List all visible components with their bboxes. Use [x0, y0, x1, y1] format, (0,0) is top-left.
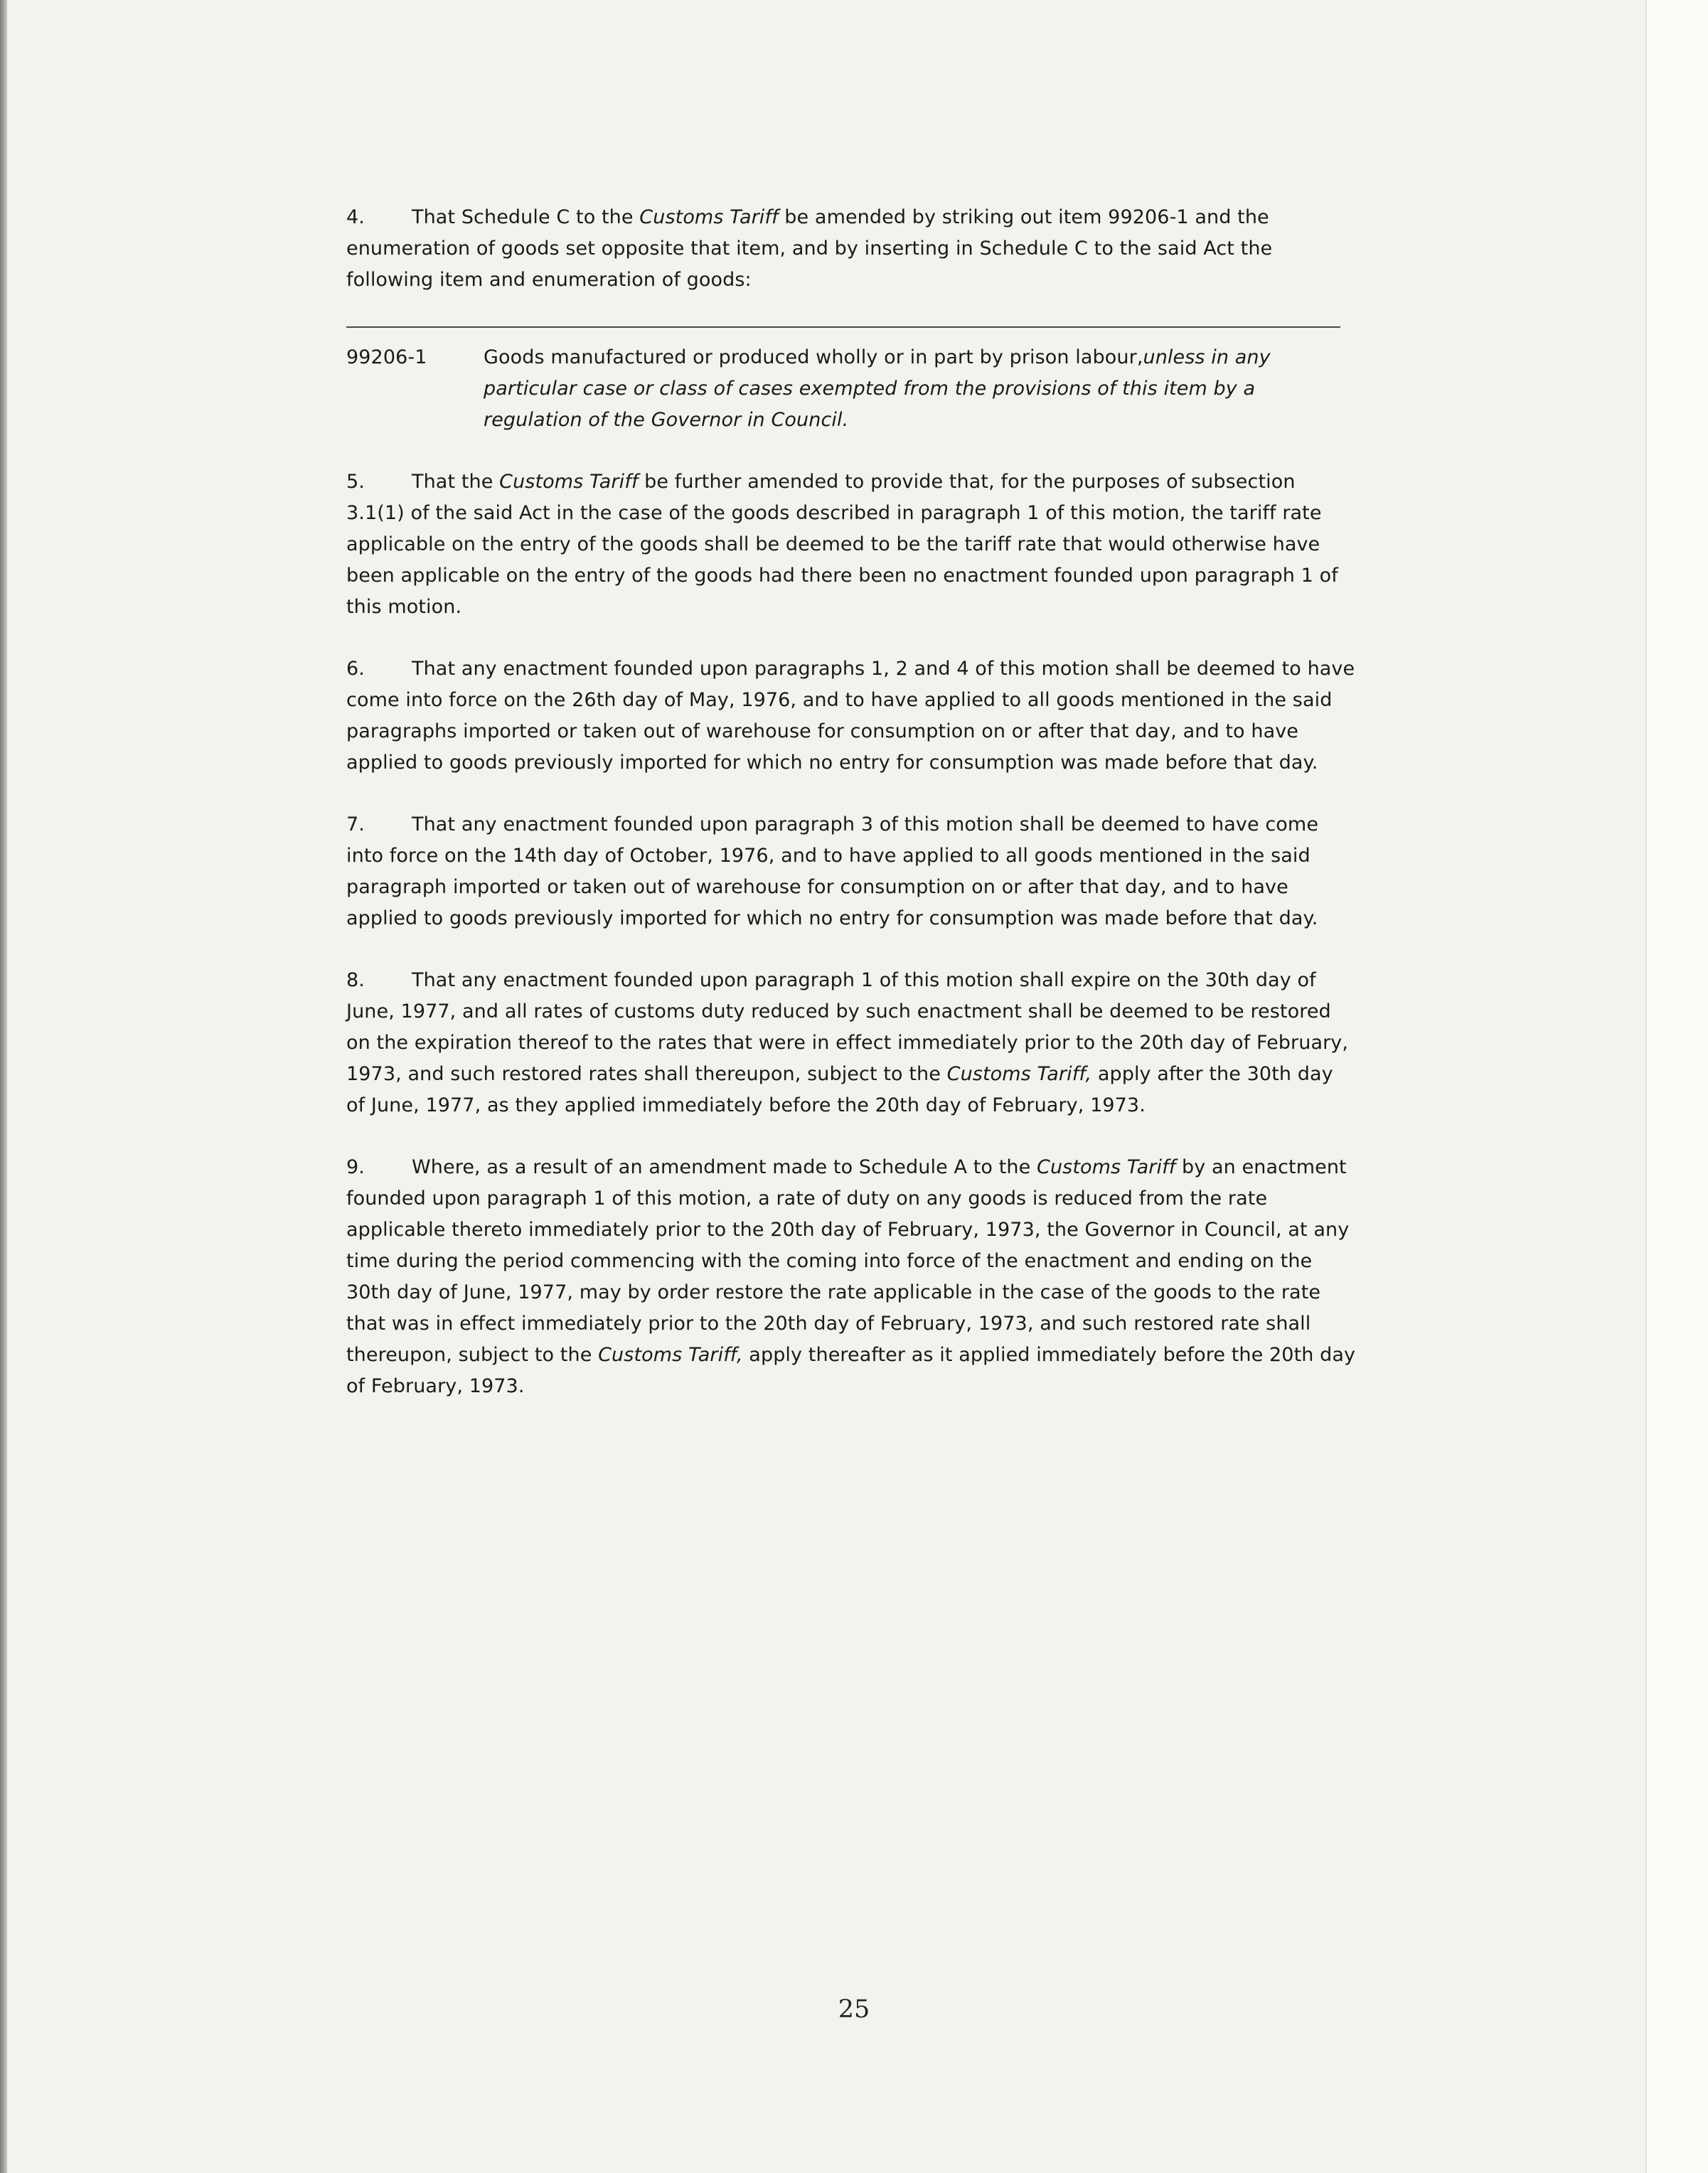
schedule-item — [346, 342, 1356, 436]
paragraph-text: by an enactment founded upon paragraph 1 of this motion, a rate of duty on any goods is reduced from the rate applicable thereto immediately prior to the 20th day of February, 1973, the Governor in Council, at any time during the period commencing with the coming into force of the enactment and ending on the 30th day of June, 1977, may by order restore the rate applicable in the case of the goods to the rate that was in effect immediately prior to the 20th day of February, 1973, and such restored rate shall thereupon, subject to the — [346, 1156, 1350, 1366]
paragraph-text: be amended by striking out item 99206-1 and the enumeration of goods set opposite that item, and by inserting in Schedule C to the said Act the following item and enumeration of goods: — [346, 206, 1273, 291]
paragraph-text: That any enactment founded upon paragraph 1 of this motion shall expire on the 30th day of June, 1977, and all rates of customs duty reduced by such enactment shall be deemed to be restored on the expiration thereof to the rates that were in effect immediately prior to the 20th day of February, 1973, and such restored rates shall thereupon, subject to the — [346, 969, 1349, 1085]
paragraph-text: apply after the 30th day of June, 1977, as they applied immediately before the 20th day of February, 1973. — [346, 1063, 1333, 1116]
paragraph-emphasis: Customs Tariff, — [946, 1063, 1092, 1085]
tariff-item-description — [484, 342, 1356, 436]
page-left-edge — [0, 0, 7, 2173]
item-text: Goods manufactured or produced wholly or in part by prison labour, — [484, 346, 1143, 368]
paragraph-number: 5. — [346, 471, 365, 493]
paragraph-9 — [346, 1152, 1356, 1402]
paragraph-text: That Schedule C to the — [412, 206, 640, 228]
paragraph-text: That any enactment founded upon paragraphs 1, 2 and 4 of this motion shall be deemed to have come into force on the 26th day of May, 1976, and to have applied to all goods mentioned in the said paragraphs imported or taken out of warehouse for consumption on or after that day, and to have applied to goods previously imported for which no entry for consumption was made before that day. — [346, 658, 1355, 774]
paragraph-number: 8. — [346, 969, 365, 991]
paragraph-emphasis: Customs Tariff, — [598, 1344, 743, 1366]
paragraph-text: That any enactment founded upon paragraph 3 of this motion shall be deemed to have come into force on the 14th day of October, 1976, and to have applied to all goods mentioned in the said paragraph imported or taken out of warehouse for consumption on or after that day, and to have applied to goods previously imported for which no entry for consumption was made before that day. — [346, 813, 1319, 929]
paragraph-emphasis: Customs Tariff — [499, 471, 639, 493]
paragraph-number: 9. — [346, 1156, 365, 1178]
page-right-margin — [1645, 0, 1708, 2173]
paragraph-number: 6. — [346, 658, 365, 680]
paragraph-7 — [346, 809, 1356, 934]
paragraph-6 — [346, 653, 1356, 779]
paragraph-text: Where, as a result of an amendment made to Schedule A to the — [412, 1156, 1037, 1178]
item-emphasis: unless in any particular case or class of cases exempted from the provisions of this item by a regulation of the Governor in Council. — [484, 346, 1271, 431]
tariff-item-code: 99206-1 — [346, 346, 427, 368]
paragraph-text: apply thereafter as it applied immediately before the 20th day of February, 1973. — [346, 1344, 1356, 1397]
paragraph-4 — [346, 202, 1356, 296]
paragraph-emphasis: Customs Tariff — [1037, 1156, 1176, 1178]
document-body — [346, 202, 1356, 1433]
paragraph-5 — [346, 466, 1356, 623]
paragraph-8 — [346, 965, 1356, 1121]
paragraph-emphasis: Customs Tariff — [639, 206, 779, 228]
paragraph-number: 7. — [346, 813, 365, 835]
page-number: 25 — [838, 1995, 870, 2024]
paragraph-text: be further amended to provide that, for the purposes of subsection 3.1(1) of the said Act in the case of the goods described in paragraph 1 of this motion, the tariff rate applicable on the entry of the goods shall be deemed to be the tariff rate that would otherwise have been applicable on the entry of the goods had there been no enactment founded upon paragraph 1 of this motion. — [346, 471, 1338, 618]
paragraph-text: That the — [412, 471, 500, 493]
horizontal-rule — [346, 326, 1340, 328]
paragraph-number: 4. — [346, 206, 365, 228]
